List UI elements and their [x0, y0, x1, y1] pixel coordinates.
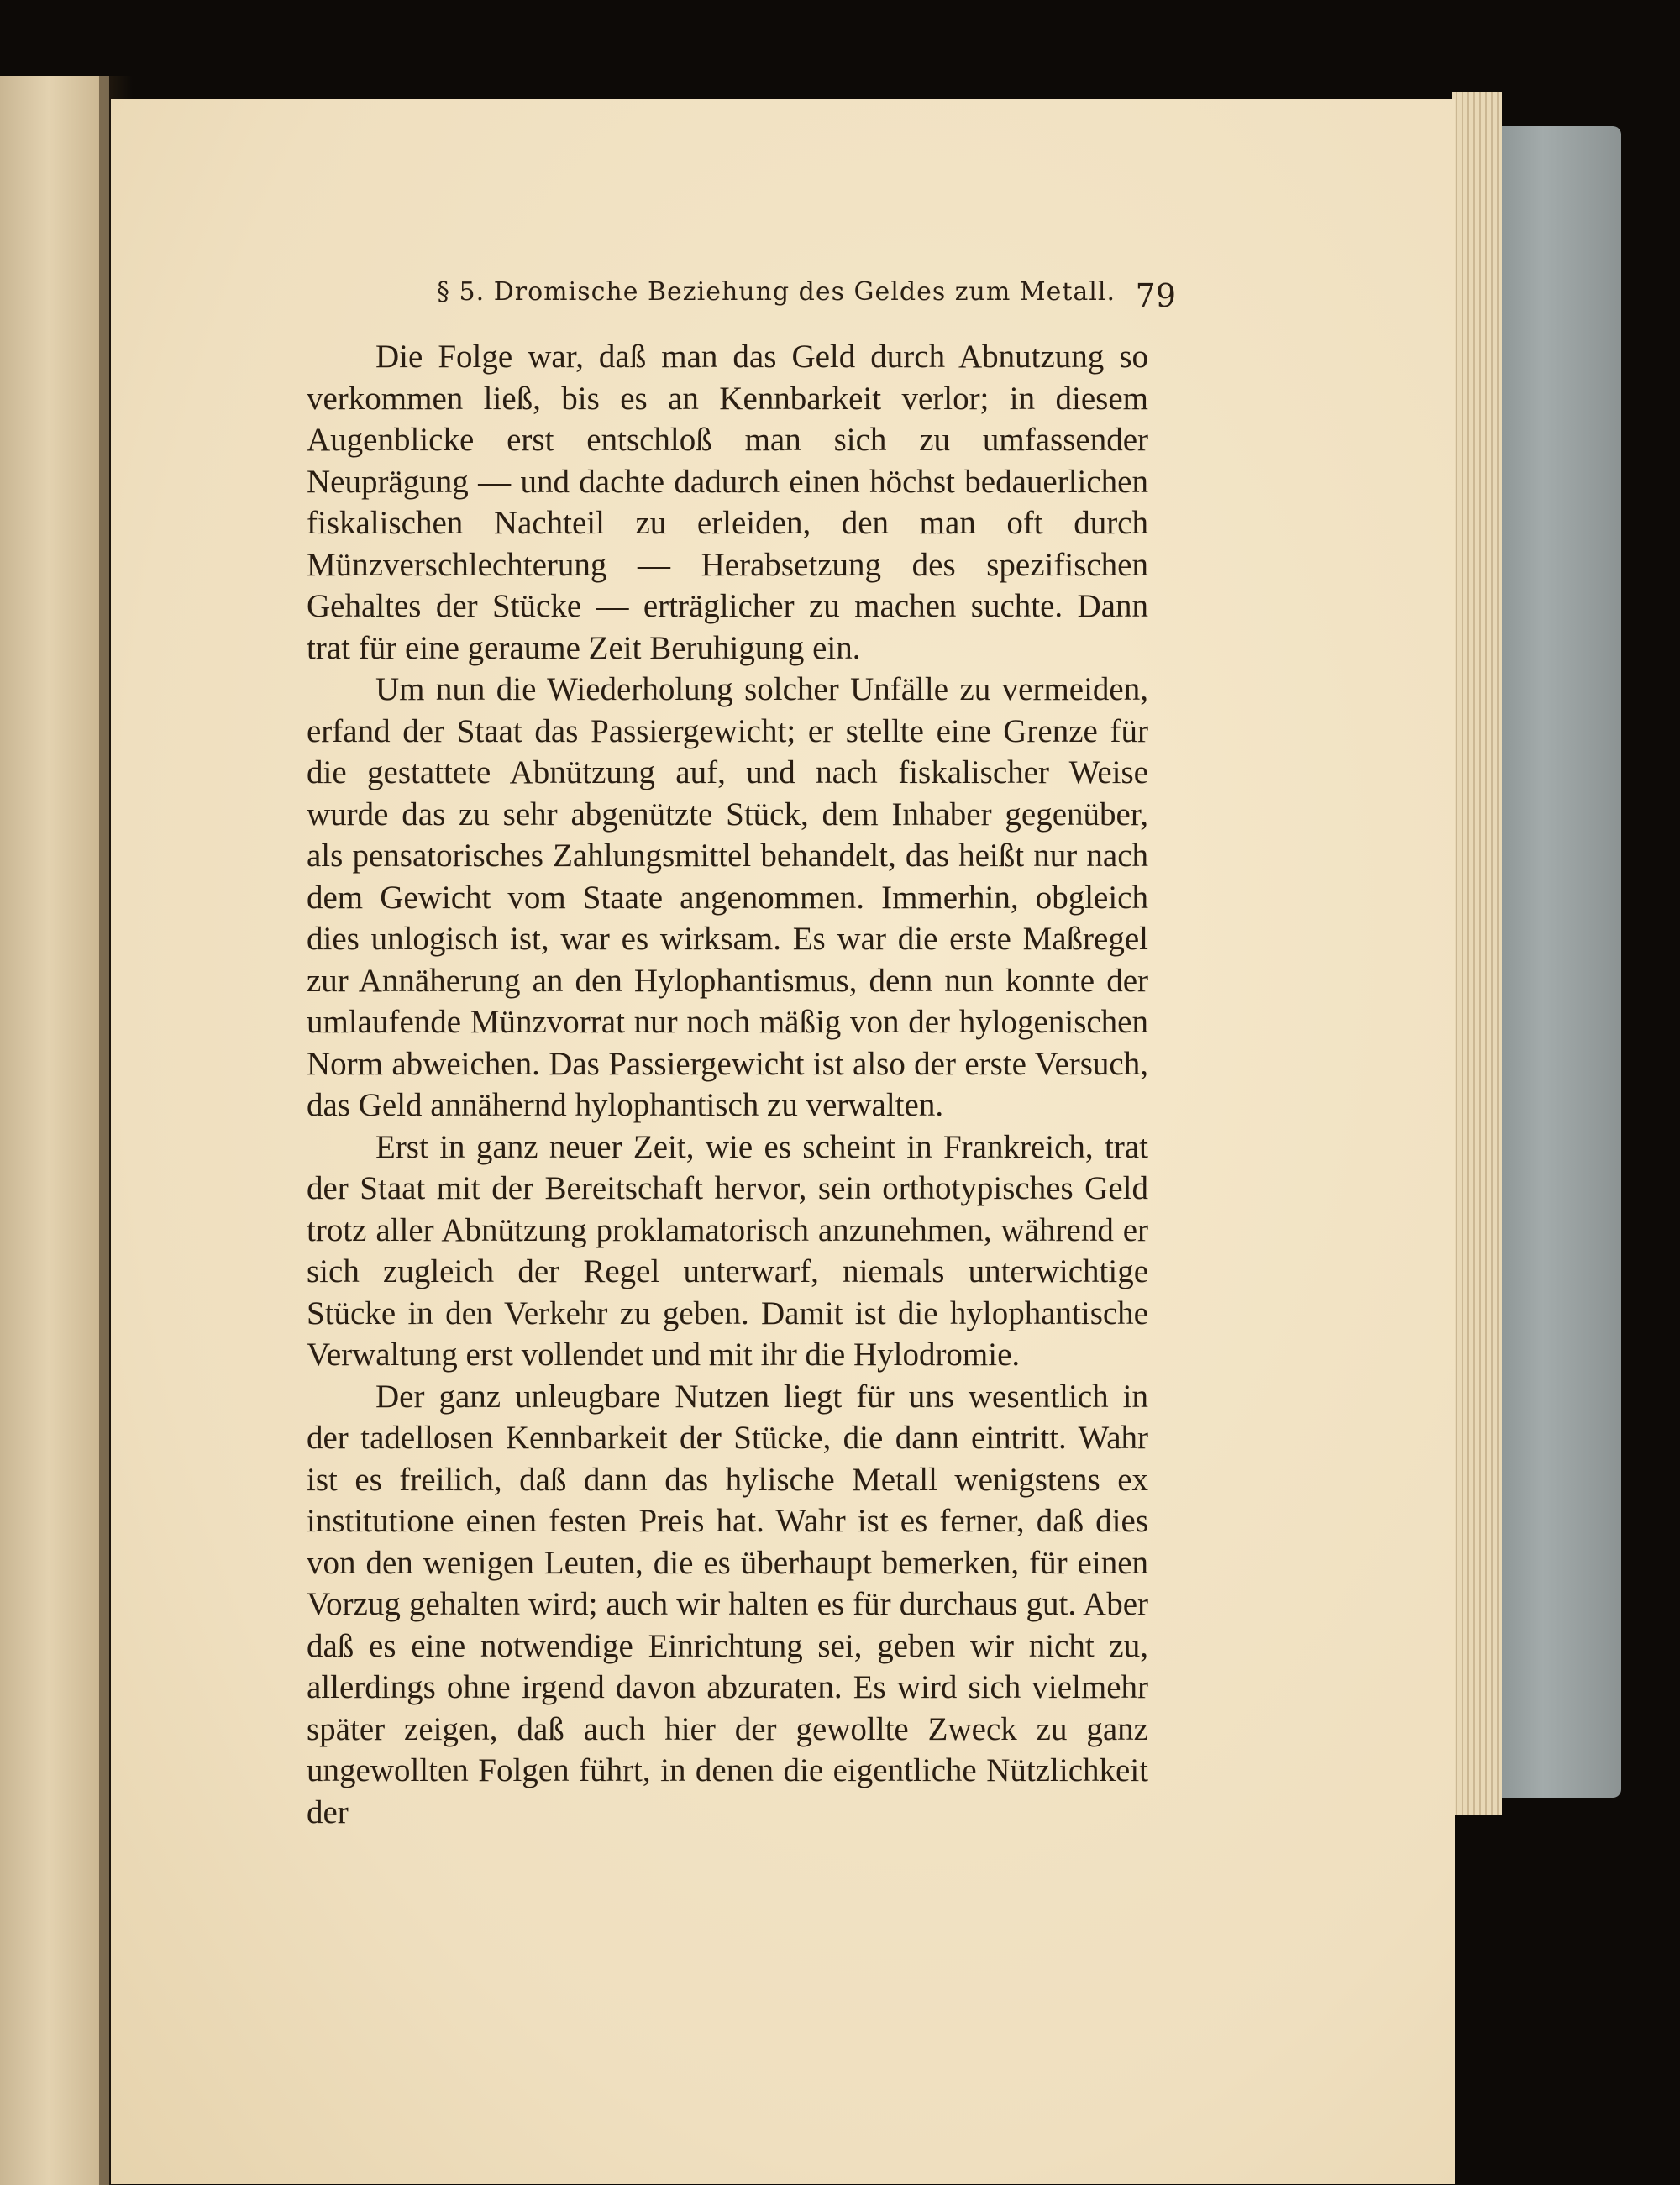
body-text	[307, 336, 1148, 1833]
facing-page-edge	[0, 76, 109, 2185]
paragraph-1: Die Folge war, daß man das Geld durch Abnutzung so verkommen ließ, bis es an Kennbarkeit verlor; in diesem Augenblicke erst entschloß man sich zu umfassender Neuprägung — und dachte dadurch einen höchst bedauerlichen fiskalischen Nachteil zu erleiden, den man oft durch Münzverschlechterung — Herabsetzung des spezifischen Gehaltes der Stücke — erträglicher zu machen suchte. Dann trat für eine geraume Zeit Beruhigung ein.	[307, 339, 1148, 666]
paragraph-2: Um nun die Wiederholung solcher Unfälle zu vermeiden, erfand der Staat das Passiergewicht; er stellte eine Grenze für die gestattete Abnützung auf, und nach fiskalischer Weise wurde das zu sehr abgenützte Stück, dem Inhaber gegenüber, als pensatorisches Zahlungsmittel behandelt, das heißt nur nach dem Gewicht vom Staate angenommen. Immerhin, obgleich dies unlogisch ist, war es wirksam. Es war die erste Maßregel zur Annäherung an den Hylophantismus, denn nun konnte der umlaufende Münzvorrat nur noch mäßig von der hylogenischen Norm abweichen. Das Passiergewicht ist also der erste Versuch, das Geld annähernd hylophantisch zu verwalten.	[307, 671, 1148, 1123]
running-head: § 5. Dromische Beziehung des Geldes zum Metall.	[437, 277, 1116, 307]
paragraph-3: Erst in ganz neuer Zeit, wie es scheint in Frankreich, trat der Staat mit der Bereitschaft hervor, sein orthotypisches Geld trotz aller Abnützung proklamatorisch anzunehmen, während er sich zugleich der Regel unterwarf, niemals unterwichtige Stücke in den Verkehr zu geben. Damit ist die hylophantische Verwaltung erst vollendet und mit ihr die Hylodromie.	[307, 1128, 1148, 1373]
book-cover-board	[1491, 126, 1621, 1798]
page-block-edges	[1452, 92, 1502, 1815]
page-number: 79	[1135, 277, 1176, 314]
paragraph-4: Der ganz unleugbare Nutzen liegt für uns wesentlich in der tadellosen Kennbarkeit der Stücke, die dann eintritt. Wahr ist es freilich, daß dann das hylische Metall wenigstens ex institutione einen festen Preis hat. Wahr ist es ferner, daß dies von den wenigen Leuten, die es überhaupt bemerken, für einen Vorzug gehalten wird; auch wir halten es für durchaus gut. Aber daß es eine notwendige Einrichtung sei, geben wir nicht zu, allerdings ohne irgend davon abzuraten. Es wird sich vielmehr später zeigen, daß auch hier der gewollte Zweck zu ganz ungewollten Folgen führt, in denen die eigentliche Nützlichkeit der	[307, 1378, 1148, 1830]
